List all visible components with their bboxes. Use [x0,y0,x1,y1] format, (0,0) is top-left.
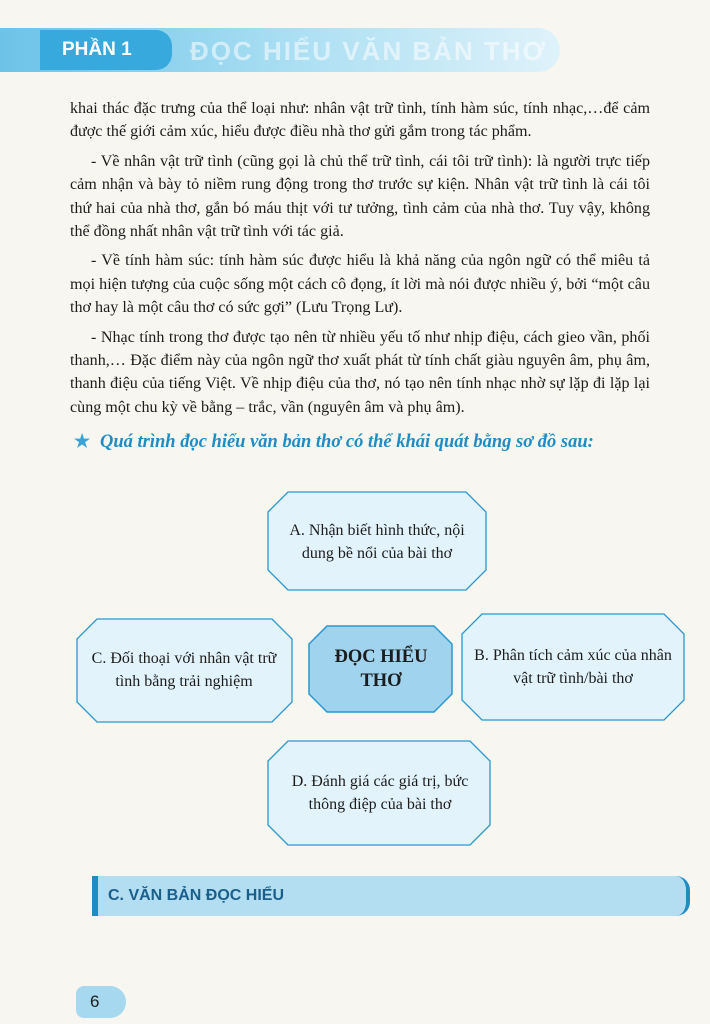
header-watermark: ĐỌC HIỂU VĂN BẢN THƠ [190,36,547,66]
paragraph-musicality: - Nhạc tính trong thơ được tạo nên từ nhiều yếu tố như nhịp điệu, cách gieo vần, phối thanh,… Đặc điểm này của ngôn ngữ thơ xuất phát từ tính chất giàu nguyên âm, phụ âm, thanh điệu của tiếng Việt. Về nhịp điệu của thơ, nó tạo nên tính nhạc nhờ sự lặp đi lặp lại cùng một chu kỳ về bằng – trắc, vần (nguyên âm và phụ âm). [70,328,650,416]
section-title: C. VĂN BẢN ĐỌC HIỂU [108,887,285,904]
star-icon: ★ [74,431,91,451]
paragraph-lyric-character: - Về nhân vật trữ tình (cũng gọi là chủ thể trữ tình, cái tôi trữ tình): là người trực tiếp cảm nhận và bày tỏ niềm rung động trong thơ trước sự kiện. Nhân vật trữ tình là cái tôi thứ hai của nhà thơ, gắn bó máu thịt với tư tưởng, tình cảm của nhà thơ. Tuy vậy, không thể đồng nhất nhân vật trữ tình với tác giả. [70,152,650,241]
page-number: 6 [76,986,126,1018]
section-accent [92,876,98,916]
diagram-heading-text: Quá trình đọc hiểu văn bản thơ có thể khái quát bằng sơ đồ sau: [100,432,594,452]
box-a-label: A. Nhận biết hình thức, nội dung bề nổi của bài thơ [289,522,465,562]
center-label: ĐỌC HIỂU THƠ [334,647,428,691]
box-c-label: C. Đối thoại với nhân vật trữ tình bằng trải nghiệm [91,650,277,690]
paragraph-continuation: khai thác đặc trưng của thể loại như: nhân vật trữ tình, tính hàm súc, tính nhạc,…để cảm được thế giới cảm xúc, hiểu được điều nhà thơ gửi gắm trong tác phẩm. [70,100,650,141]
part-label: PHẦN 1 [40,30,172,70]
box-b-label: B. Phân tích cảm xúc của nhân vật trữ tình/bài thơ [474,647,672,687]
paragraph-conciseness: - Về tính hàm súc: tính hàm súc được hiểu là khả năng của ngôn ngữ có thể miêu tả mọi hiện tượng của cuộc sống một cách cô đọng, ít lời mà nói được nhiều ý, bởi “một câu thơ hay là một câu thơ có sức gợi” (Lưu Trọng Lư). [70,252,650,317]
box-d-label: D. Đánh giá các giá trị, bức thông điệp của bài thơ [291,773,469,813]
